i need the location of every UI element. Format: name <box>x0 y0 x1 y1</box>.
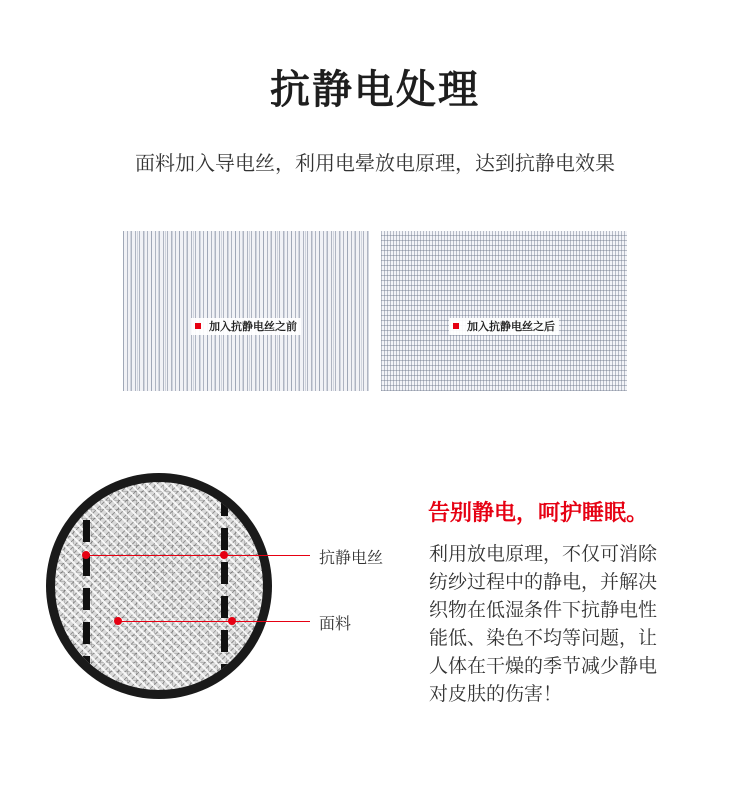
page-title: 抗静电处理 <box>270 67 480 113</box>
fabric-callout-dot <box>114 617 122 625</box>
after-label: 加入抗静电丝之后 <box>467 320 555 333</box>
fabric-closeup-texture <box>55 482 263 690</box>
benefit-line: 对皮肤的伤害！ <box>429 683 563 705</box>
fabric-callout-dot <box>228 617 236 625</box>
after-label-row <box>381 318 627 334</box>
after-label-badge <box>449 318 559 335</box>
benefit-description <box>429 540 699 708</box>
wire-callout-label: 抗静电丝 <box>319 548 384 567</box>
benefit-line: 织物在低湿条件下抗静电性 <box>429 599 658 621</box>
antistatic-wire-stripe <box>221 494 228 690</box>
fabric-closeup-circle <box>46 473 272 699</box>
benefit-line: 纺纱过程中的静电，并解决 <box>429 571 658 593</box>
benefit-line: 人体在干燥的季节减少静电 <box>429 655 658 677</box>
benefit-line: 利用放电原理，不仅可消除 <box>429 543 658 565</box>
before-fabric-image <box>123 231 369 391</box>
wire-callout-line <box>86 555 310 556</box>
before-label: 加入抗静电丝之前 <box>209 320 297 333</box>
red-square-icon <box>453 323 459 329</box>
wire-callout-dot <box>220 551 228 559</box>
wire-callout-dot <box>82 551 90 559</box>
fabric-callout-line <box>118 621 310 622</box>
antistatic-wire-stripe <box>83 486 90 686</box>
before-label-row <box>123 318 369 334</box>
before-label-badge <box>191 318 301 335</box>
benefit-line: 能低、染色不均等问题，让 <box>429 627 658 649</box>
red-square-icon <box>195 323 201 329</box>
page-subtitle: 面料加入导电丝，利用电晕放电原理，达到抗静电效果 <box>135 151 615 175</box>
benefit-heading: 告别静电，呵护睡眠。 <box>428 501 649 526</box>
after-fabric-image <box>381 231 627 391</box>
fabric-callout-label: 面料 <box>319 614 352 633</box>
